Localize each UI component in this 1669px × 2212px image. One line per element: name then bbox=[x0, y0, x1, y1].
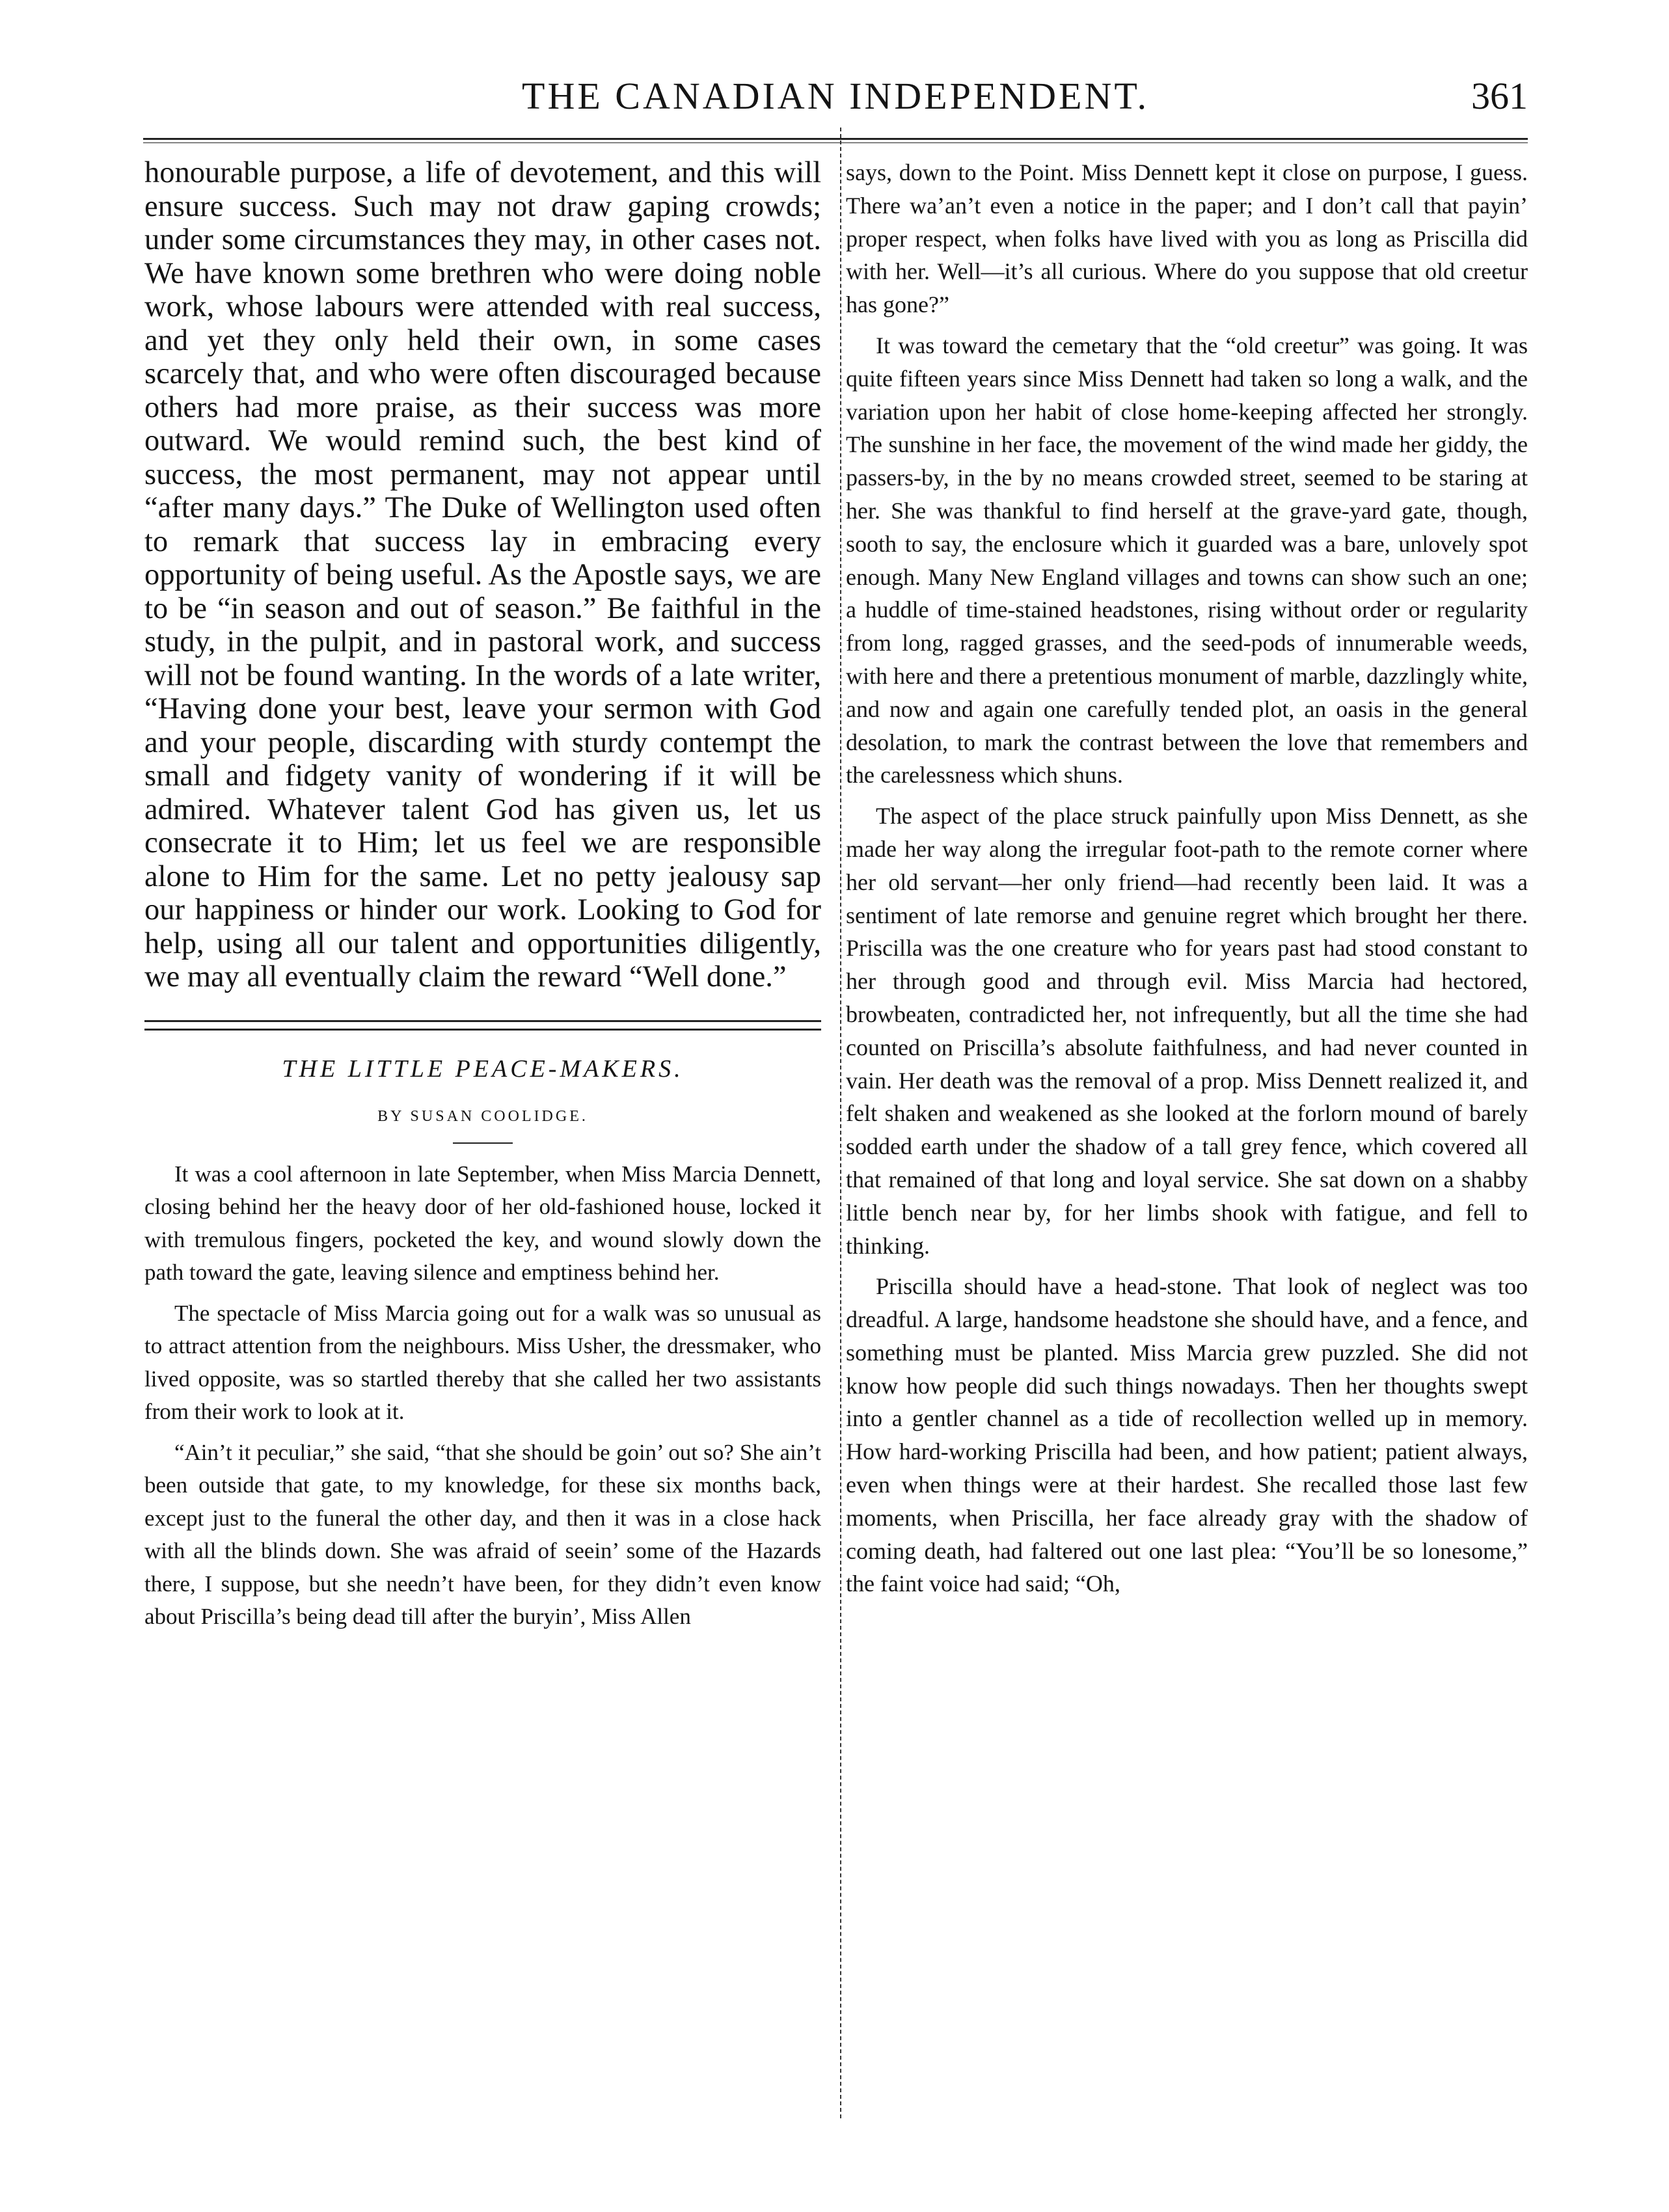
story-byline: BY SUSAN COOLIDGE. bbox=[377, 1107, 588, 1125]
story-body-left bbox=[144, 1158, 821, 1634]
story-paragraph: “Ain’t it peculiar,” she said, “that she should be goin’ out so? She ain’t been outside that gate, to my knowledge, for these six months back, except just to the funeral the other day, and then it was in a close hack with all the blinds down. She was afraid of seein’ some of the Hazards there, I suppose, but she needn’t have been, for they didn’t even know about Priscilla’s being dead till after the buryin’, Miss Allen bbox=[144, 1439, 821, 1629]
story-title: THE LITTLE PEACE-MAKERS. bbox=[282, 1055, 684, 1083]
story-paragraph: It was a cool afternoon in late September, when Miss Marcia Dennett, closing behind her the heavy door of her old-fashioned house, locked it with tremulous fingers, pocketed the key, and wound slowly down the path toward the gate, leaving silence and emptiness behind her. bbox=[144, 1161, 821, 1285]
right-column bbox=[846, 156, 1528, 1608]
story-body-right bbox=[846, 156, 1528, 1600]
story-paragraph: Priscilla should have a head-stone. That look of neglect was too dreadful. A large, handsome headstone she should have, and a fence, and something must be planted. Miss Marcia grew puzzled. She did not know how people did such things nowadays. Then her thoughts swept into a gentler channel as a tide of recollection welled up in memory. How hard-working Priscilla had been, and how patient; patient always, even when things were at their hardest. She recalled those last few moments, when Priscilla, her face already gray with the shadow of coming death, had faltered out one last plea: “You’ll be so lonesome,” the faint voice had said; “Oh, bbox=[846, 1273, 1528, 1597]
column-divider bbox=[840, 128, 841, 2118]
running-title: THE CANADIAN INDEPENDENT. bbox=[522, 75, 1149, 117]
byline-rule bbox=[453, 1142, 513, 1144]
story-paragraph: The aspect of the place struck painfully upon Miss Dennett, as she made her way along the irregular foot-path to the remote corner where her old servant—her only friend—had recently been laid. It was a sentiment of late remorse and genuine regret which brought her there. Priscilla was the one creature who for years past had stood constant to her through good and through evil. Miss Marcia had hectored, browbeaten, contradicted her, not infrequently, but all the time she had counted on Priscilla’s absolute faithfulness, and had never counted in vain. Her death was the removal of a prop. Miss Dennett realized it, and felt shaken and weakened as she looked at the forlorn mound of barely sodded earth under the shadow of a tall grey fence, which covered all that remained of that long and loyal service. She sat down on a shabby little bench near by, for her limbs shook with fatigue, and fell to thinking. bbox=[846, 803, 1528, 1259]
story-paragraph: says, down to the Point. Miss Dennett kept it close on purpose, I guess. There wa’an’t even a notice in the paper; and I don’t call that payin’ proper respect, when folks have lived with you as long as Priscilla did with her. Well—it’s all curious. Where do you suppose that old creetur has gone?” bbox=[846, 159, 1528, 318]
story-paragraph: It was toward the cemetary that the “old creetur” was going. It was quite fifteen years since Miss Dennett had taken so long a walk, and the variation upon her habit of close home-keeping affected her strongly. The sunshine in her face, the movement of the wind made her giddy, the passers-by, in the by no means crowded street, seemed to be staring at her. She was thankful to find herself at the grave-yard gate, though, sooth to say, the enclosure which it guarded was a bare, unlovely spot enough. Many New England villages and towns can show such an one; a huddle of time-stained headstones, rising without order or regularity from long, ragged grasses, and the seed-pods of innumerable weeds, with here and there a pretentious monument of marble, dazzlingly white, and now and again one carefully tended plot, an oasis in the general desolation, to mark the contrast between the love that remembers and the carelessness which shuns. bbox=[846, 332, 1528, 789]
essay-conclusion bbox=[144, 156, 821, 994]
essay-paragraph: honourable purpose, a life of devotement, and this will ensure success. Such may not draw gaping crowds; under some circumstances they may, in other cases not. We have known some brethren who were doing noble work, whose labours were attended with real success, and yet they only held their own, in some cases scarcely that, and who were often discouraged because others had more praise, as their success was more outward. We would remind such, the best kind of success, the most permanent, may not appear until “after many days.” The Duke of Wellington used often to remark that success lay in embracing every opportunity of being useful. As the Apostle says, we are to be “in season and out of season.” Be faithful in the study, in the pulpit, and in pastoral work, and success will not be found wanting. In the words of a late writer, “Having done your best, leave your sermon with God and your people, discarding with sturdy contempt the small and fidgety vanity of wondering if it will be admired. Whatever talent God has given us, let us consecrate it to Him; let us feel we are responsible alone to Him for the same. Let no petty jealousy sap our happiness or hinder our work. Looking to God for help, using all our talent and opportunities diligently, we may all eventually claim the reward “Well done.” bbox=[144, 156, 821, 993]
page-number: 361 bbox=[1471, 75, 1528, 117]
left-column bbox=[144, 156, 821, 1641]
page-header bbox=[143, 70, 1528, 122]
story-paragraph: The spectacle of Miss Marcia going out for a walk was so unusual as to attract attention from the neighbours. Miss Usher, the dressmaker, who lived opposite, was so startled thereby that she called her two assistants from their work to look at it. bbox=[144, 1300, 821, 1424]
header-rule bbox=[143, 138, 1528, 143]
section-divider bbox=[144, 1020, 821, 1031]
